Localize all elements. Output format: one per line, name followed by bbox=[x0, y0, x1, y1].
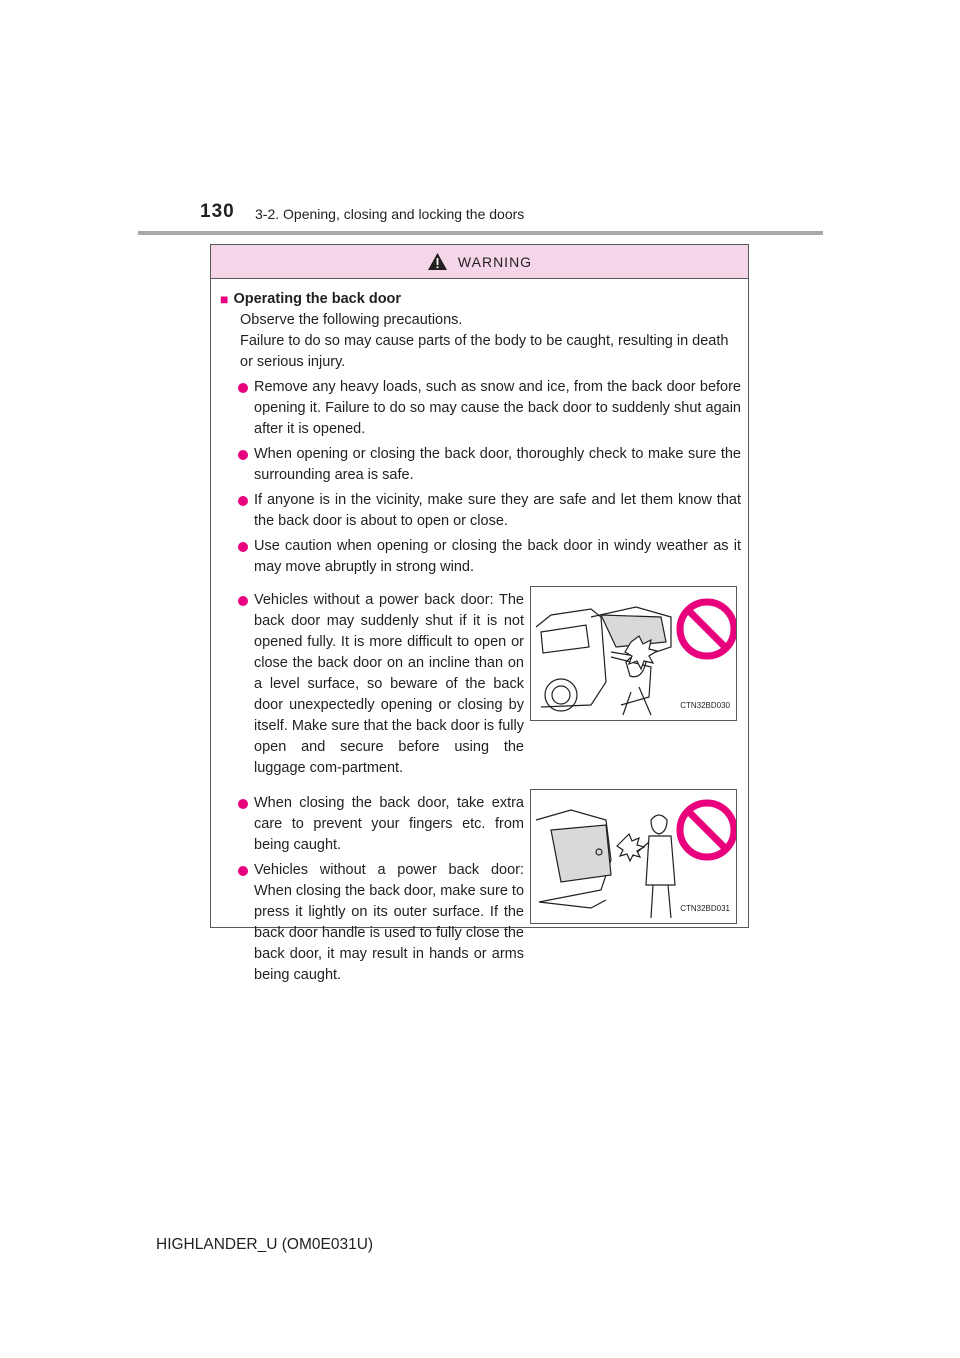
warning-box bbox=[210, 244, 749, 983]
bullet-dot-icon bbox=[238, 542, 248, 552]
warning-row-2 bbox=[220, 789, 741, 986]
intro-line-2: Failure to do so may cause parts of the body to be caught, resulting in death or serious injury. bbox=[240, 333, 729, 370]
header-rule bbox=[138, 231, 823, 235]
warning-subhead bbox=[220, 289, 741, 310]
prohibition-icon bbox=[680, 602, 734, 656]
square-bullet-icon: ■ bbox=[220, 291, 229, 307]
bullet-item bbox=[220, 536, 741, 578]
bullet-text: Vehicles without a power back door: The back door may suddenly shut if it is not opened fully. It is more difficult to open or close the back door on an incline than on a level surface, so beware of the back door unexpectedly opening or closing by itself. Make sure that the back door is fully open and secure before using the luggage com-partment. bbox=[254, 592, 524, 776]
bullet-item bbox=[220, 377, 741, 440]
bullet-dot-icon bbox=[238, 866, 248, 876]
bullet-dot-icon bbox=[238, 383, 248, 393]
warning-row-1 bbox=[220, 586, 741, 779]
bullet-dot-icon bbox=[238, 450, 248, 460]
bullet-dot-icon bbox=[238, 596, 248, 606]
bullet-dot-icon bbox=[238, 496, 248, 506]
bullet-item bbox=[220, 490, 741, 532]
bullet-item bbox=[220, 444, 741, 486]
footer-model: HIGHLANDER_U (OM0E031U) bbox=[156, 1236, 374, 1253]
illustration-back-door-open bbox=[530, 586, 737, 721]
bullet-text: Use caution when opening or closing the back door in windy weather as it may move abruptly in strong wind. bbox=[254, 538, 741, 575]
bullet-text: If anyone is in the vicinity, make sure they are safe and let them know that the back door is about to open or close. bbox=[254, 492, 741, 529]
subhead-text: Operating the back door bbox=[233, 291, 402, 307]
illustration-code: CTN32BD030 bbox=[680, 701, 730, 710]
warning-triangle-icon bbox=[427, 252, 448, 271]
bullet-text: Remove any heavy loads, such as snow and ice, from the back door before opening it. Failure to do so may cause the back door to suddenly shut again after it is opened. bbox=[254, 379, 741, 437]
illustration-code: CTN32BD031 bbox=[680, 904, 730, 913]
bullet-text: Vehicles without a power back door: When closing the back door, make sure to press it lightly on its outer surface. If the back door handle is used to fully close the back door, it may result in hands or arms being caught. bbox=[254, 862, 525, 983]
warning-header bbox=[211, 245, 748, 279]
warning-body bbox=[211, 279, 748, 986]
bullet-item bbox=[220, 590, 524, 779]
row-2-text bbox=[220, 789, 524, 986]
bullet-text: When opening or closing the back door, thoroughly check to make sure the surrounding area is safe. bbox=[254, 446, 741, 483]
intro-line-1: Observe the following precautions. bbox=[240, 312, 463, 328]
bullet-item bbox=[220, 793, 524, 856]
bullet-item bbox=[220, 860, 524, 986]
prohibition-icon bbox=[680, 803, 734, 857]
warning-label: WARNING bbox=[457, 253, 533, 270]
page-number: 130 bbox=[200, 201, 235, 222]
illustration-back-door-closing bbox=[530, 789, 737, 924]
bullet-text: When closing the back door, take extra care to prevent your fingers etc. from being caught. bbox=[254, 795, 524, 853]
bullet-dot-icon bbox=[238, 799, 248, 809]
section-title: 3-2. Opening, closing and locking the doors bbox=[255, 206, 525, 222]
row-1-text bbox=[220, 586, 524, 779]
